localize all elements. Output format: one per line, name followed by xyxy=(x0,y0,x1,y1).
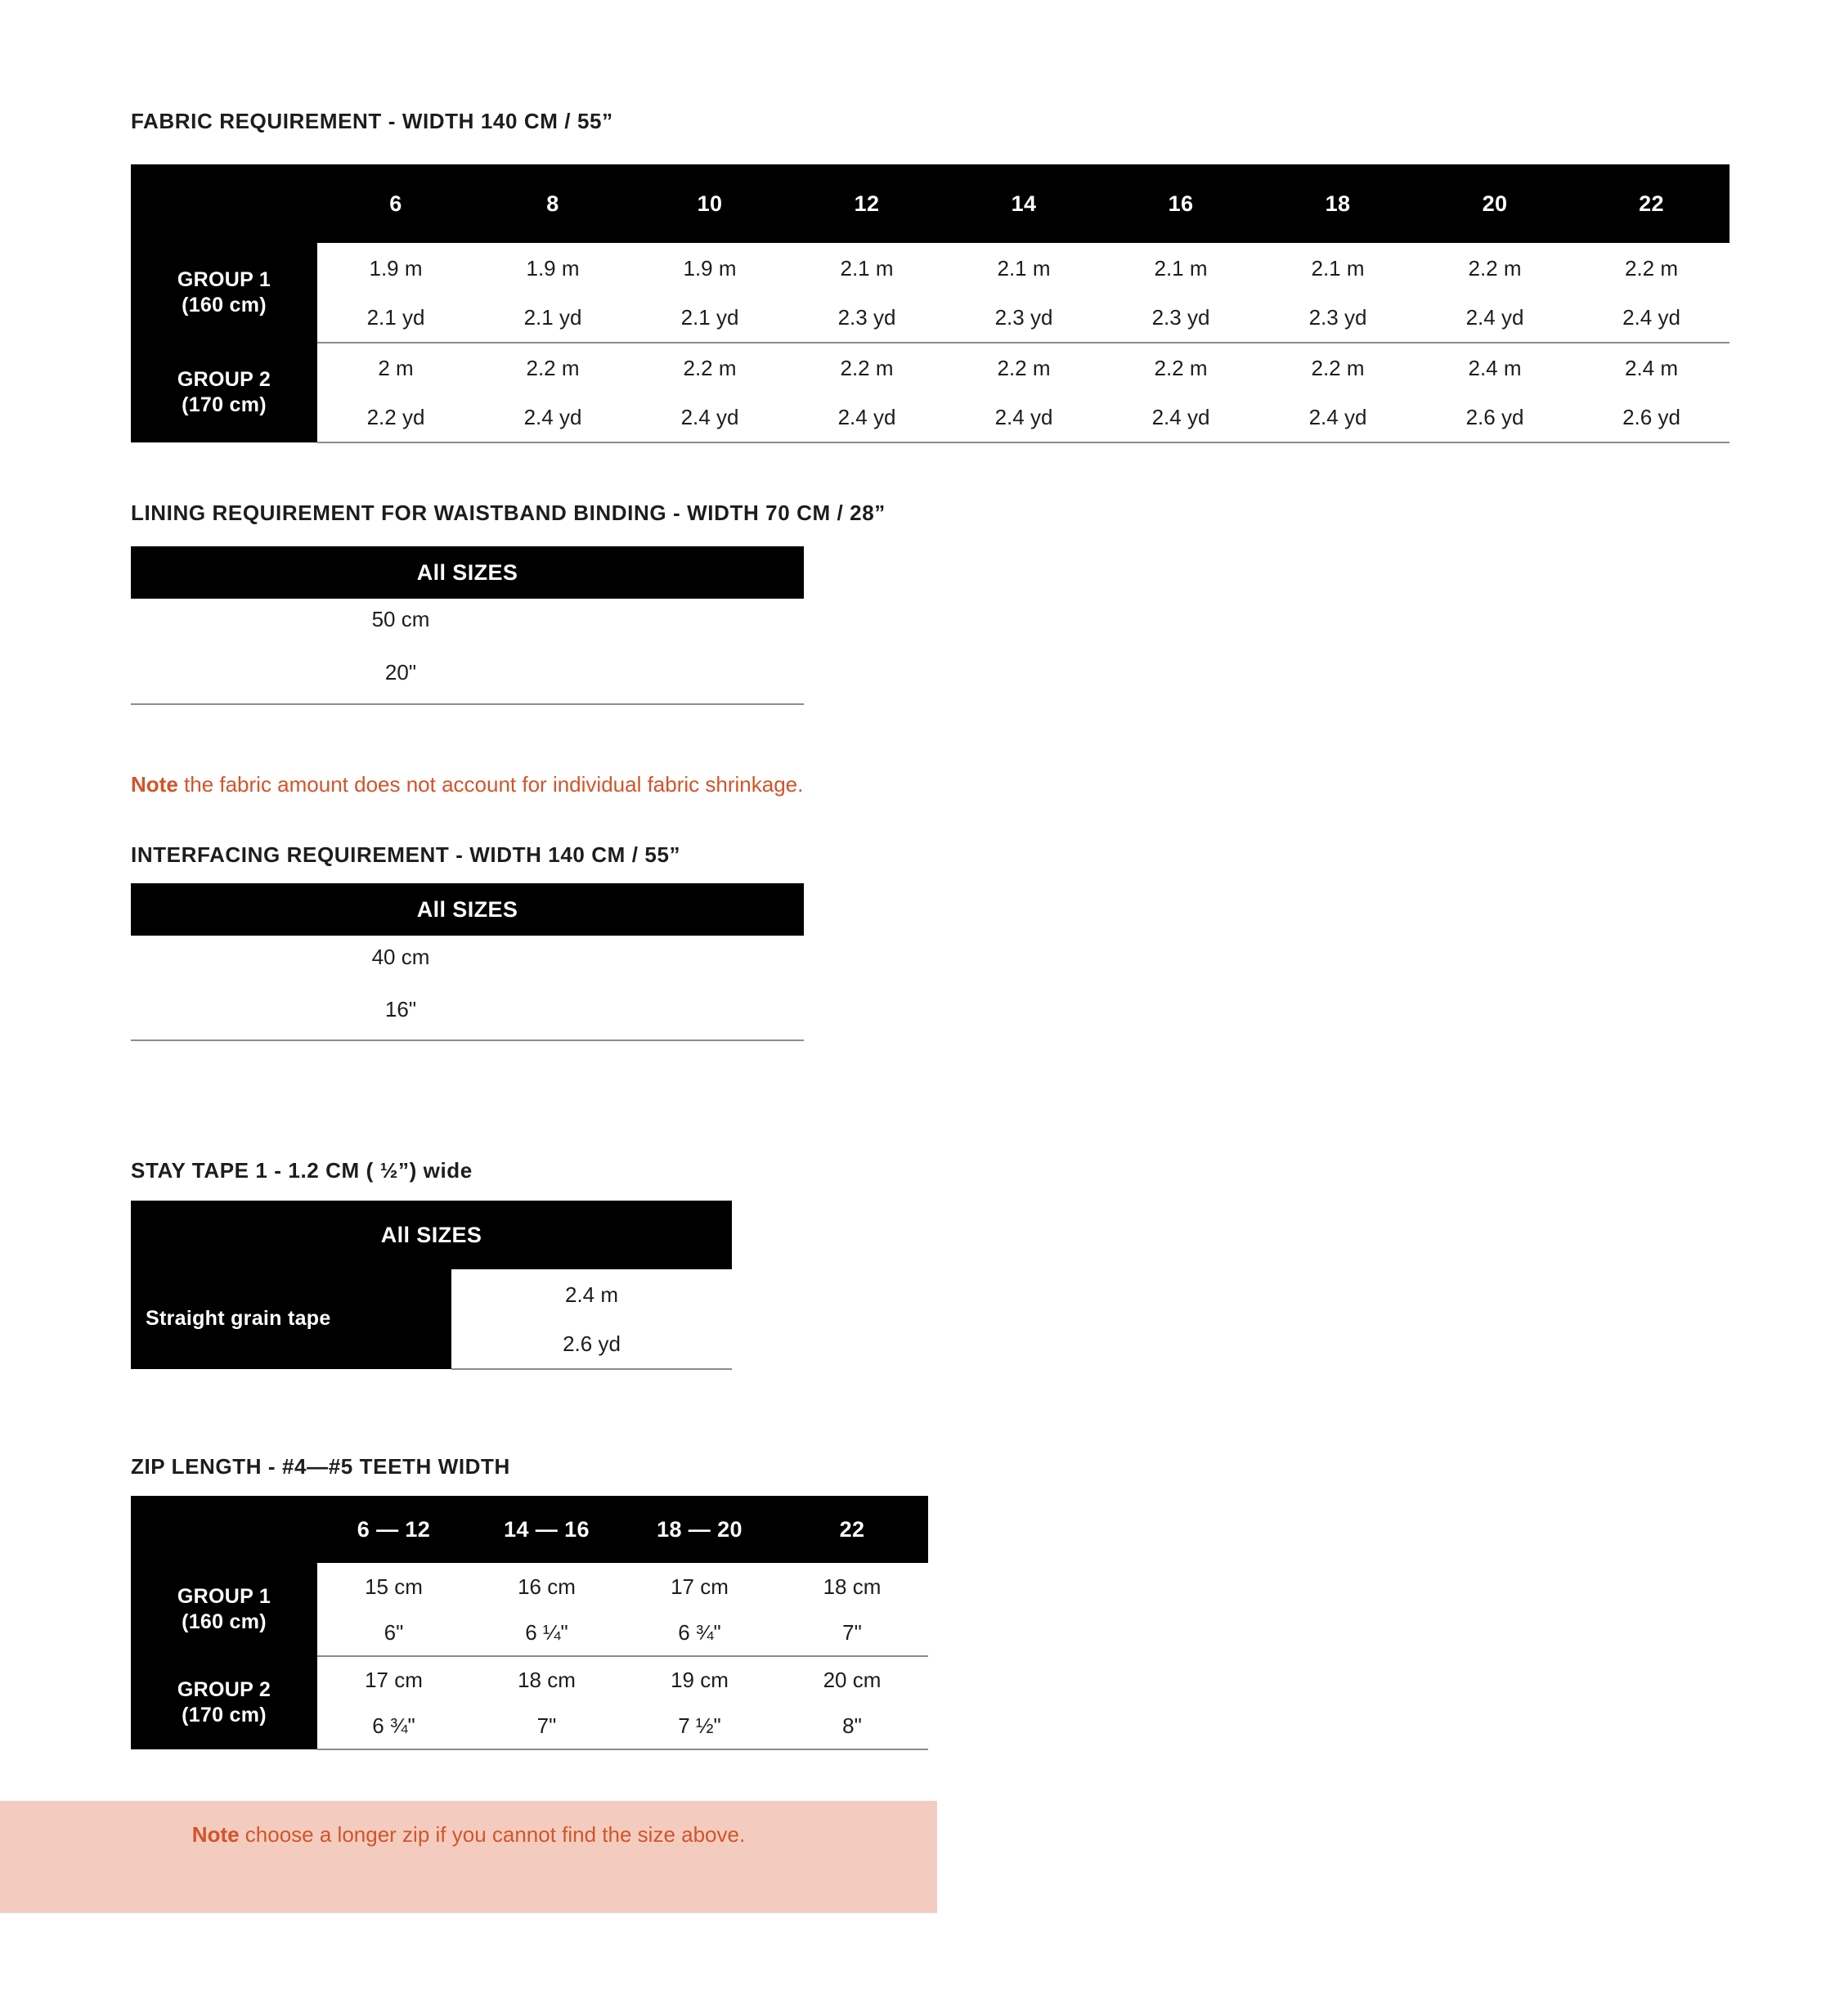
table-row xyxy=(131,393,1730,442)
zip-value-imperial: 7" xyxy=(776,1610,928,1656)
row-label-line2: (160 cm) xyxy=(182,294,267,317)
fabric-value-metric: 2.2 m xyxy=(474,343,631,393)
row-label-line1: GROUP 2 xyxy=(177,1677,271,1701)
note-zip-banner xyxy=(0,1801,937,1913)
fabric-value-imperial: 2.3 yd xyxy=(788,294,945,343)
fabric-value-imperial: 2.6 yd xyxy=(1573,393,1730,442)
fabric-size-header: 20 xyxy=(1416,164,1573,243)
zip-value-metric: 18 cm xyxy=(470,1656,623,1704)
interfacing-all-sizes-header: All SIZES xyxy=(131,883,804,936)
lining-table-bottom-rule xyxy=(131,703,804,705)
zip-value-imperial: 6 ¾" xyxy=(623,1610,776,1656)
zip-value-metric: 17 cm xyxy=(317,1656,470,1704)
zip-value-imperial: 6 ¾" xyxy=(317,1704,470,1749)
zip-size-group-header: 6 — 12 xyxy=(317,1496,470,1563)
zip-row-label-group2 xyxy=(131,1656,317,1749)
fabric-size-header: 14 xyxy=(945,164,1102,243)
fabric-value-metric: 2.2 m xyxy=(631,343,788,393)
fabric-value-metric: 2.2 m xyxy=(788,343,945,393)
note-label: Note xyxy=(191,1822,240,1847)
lining-value-imperial: 20" xyxy=(384,660,417,685)
table-row xyxy=(131,243,1730,294)
fabric-size-header: 6 xyxy=(317,164,474,243)
fabric-value-metric: 2.4 m xyxy=(1416,343,1573,393)
fabric-size-header: 8 xyxy=(474,164,631,243)
fabric-value-metric: 1.9 m xyxy=(474,243,631,294)
fabric-value-metric: 2.2 m xyxy=(1416,243,1573,294)
fabric-row-label-group2 xyxy=(131,343,317,442)
table-row xyxy=(131,1269,732,1320)
zip-value-imperial: 7" xyxy=(470,1704,623,1749)
fabric-value-imperial: 2.6 yd xyxy=(1416,393,1573,442)
fabric-value-imperial: 2.3 yd xyxy=(945,294,1102,343)
fabric-value-imperial: 2.1 yd xyxy=(631,294,788,343)
fabric-size-header: 12 xyxy=(788,164,945,243)
fabric-value-imperial: 2.1 yd xyxy=(317,294,474,343)
zip-value-metric: 16 cm xyxy=(470,1563,623,1610)
fabric-value-imperial: 2.3 yd xyxy=(1102,294,1259,343)
interfacing-value-imperial: 16" xyxy=(384,997,417,1021)
row-label-line1: GROUP 1 xyxy=(177,267,271,291)
fabric-table-header-row xyxy=(131,164,1730,243)
fabric-value-imperial: 2.4 yd xyxy=(1102,393,1259,442)
lining-section-title: LINING REQUIREMENT FOR WAISTBAND BINDING - WIDTH 70 CM / 28” xyxy=(131,501,886,525)
fabric-value-metric: 2.1 m xyxy=(788,243,945,294)
zip-value-imperial: 6 ¼" xyxy=(470,1610,623,1656)
interfacing-value-metric: 40 cm xyxy=(371,945,430,969)
zip-length-table xyxy=(131,1496,928,1750)
fabric-requirement-table xyxy=(131,164,1730,443)
fabric-value-imperial: 2.4 yd xyxy=(474,393,631,442)
interfacing-section-title: INTERFACING REQUIREMENT - WIDTH 140 CM / 55” xyxy=(131,842,681,867)
fabric-value-imperial: 2.4 yd xyxy=(631,393,788,442)
zip-section-title: ZIP LENGTH - #4—#5 TEETH WIDTH xyxy=(131,1454,510,1479)
note-fabric-shrinkage xyxy=(131,772,803,797)
zip-table-header-row xyxy=(131,1496,928,1563)
stay-tape-section-title: STAY TAPE 1 - 1.2 CM ( ½”) wide xyxy=(131,1158,473,1183)
fabric-value-imperial: 2.2 yd xyxy=(317,393,474,442)
fabric-value-metric: 2.2 m xyxy=(1573,243,1730,294)
zip-size-group-header: 18 — 20 xyxy=(623,1496,776,1563)
table-row xyxy=(131,1563,928,1610)
fabric-size-header: 18 xyxy=(1259,164,1416,243)
stay-tape-row-label: Straight grain tape xyxy=(131,1269,451,1369)
zip-size-group-header: 22 xyxy=(776,1496,928,1563)
fabric-value-imperial: 2.1 yd xyxy=(474,294,631,343)
zip-value-metric: 15 cm xyxy=(317,1563,470,1610)
fabric-value-metric: 2.2 m xyxy=(945,343,1102,393)
row-label-line2: (160 cm) xyxy=(182,1610,267,1633)
fabric-value-imperial: 2.4 yd xyxy=(788,393,945,442)
table-row xyxy=(131,343,1730,393)
lining-value-metric: 50 cm xyxy=(371,607,430,631)
note-text: choose a longer zip if you cannot find the size above. xyxy=(239,1822,746,1847)
stay-tape-value-metric: 2.4 m xyxy=(451,1269,732,1320)
stay-tape-all-sizes-header: All SIZES xyxy=(131,1201,732,1269)
fabric-size-header: 10 xyxy=(631,164,788,243)
note-text: the fabric amount does not account for individual fabric shrinkage. xyxy=(177,772,804,797)
fabric-size-header: 22 xyxy=(1573,164,1730,243)
fabric-header-corner xyxy=(131,164,317,243)
zip-value-metric: 17 cm xyxy=(623,1563,776,1610)
zip-value-imperial: 8" xyxy=(776,1704,928,1749)
zip-value-metric: 19 cm xyxy=(623,1656,776,1704)
zip-value-imperial: 7 ½" xyxy=(623,1704,776,1749)
fabric-value-metric: 1.9 m xyxy=(631,243,788,294)
row-label-line1: GROUP 1 xyxy=(177,1584,271,1608)
stay-tape-header-row xyxy=(131,1201,732,1269)
fabric-value-imperial: 2.4 yd xyxy=(1573,294,1730,343)
fabric-value-metric: 2 m xyxy=(317,343,474,393)
fabric-value-imperial: 2.4 yd xyxy=(1416,294,1573,343)
fabric-value-imperial: 2.3 yd xyxy=(1259,294,1416,343)
table-row xyxy=(131,294,1730,343)
fabric-value-metric: 2.4 m xyxy=(1573,343,1730,393)
fabric-row-label-group1 xyxy=(131,243,317,343)
zip-size-group-header: 14 — 16 xyxy=(470,1496,623,1563)
note-zip-text-wrapper xyxy=(192,1801,745,1848)
fabric-value-metric: 2.1 m xyxy=(1102,243,1259,294)
stay-tape-value-imperial: 2.6 yd xyxy=(451,1320,732,1369)
fabric-value-metric: 2.2 m xyxy=(1259,343,1416,393)
table-row xyxy=(131,1656,928,1704)
zip-value-metric: 20 cm xyxy=(776,1656,928,1704)
fabric-value-metric: 1.9 m xyxy=(317,243,474,294)
stay-tape-table xyxy=(131,1201,732,1370)
row-label-line2: (170 cm) xyxy=(182,393,267,416)
zip-value-metric: 18 cm xyxy=(776,1563,928,1610)
fabric-value-imperial: 2.4 yd xyxy=(945,393,1102,442)
fabric-value-metric: 2.1 m xyxy=(1259,243,1416,294)
zip-value-imperial: 6" xyxy=(317,1610,470,1656)
interfacing-table-bottom-rule xyxy=(131,1039,804,1041)
note-label: Note xyxy=(131,772,178,797)
fabric-value-metric: 2.2 m xyxy=(1102,343,1259,393)
fabric-section-title: FABRIC REQUIREMENT - WIDTH 140 CM / 55” xyxy=(131,109,613,133)
zip-row-label-group1 xyxy=(131,1563,317,1656)
fabric-value-metric: 2.1 m xyxy=(945,243,1102,294)
row-label-line2: (170 cm) xyxy=(182,1704,267,1726)
row-label-line1: GROUP 2 xyxy=(177,367,271,391)
zip-header-corner xyxy=(131,1496,317,1563)
fabric-size-header: 16 xyxy=(1102,164,1259,243)
lining-all-sizes-header: All SIZES xyxy=(131,546,804,599)
fabric-value-imperial: 2.4 yd xyxy=(1259,393,1416,442)
